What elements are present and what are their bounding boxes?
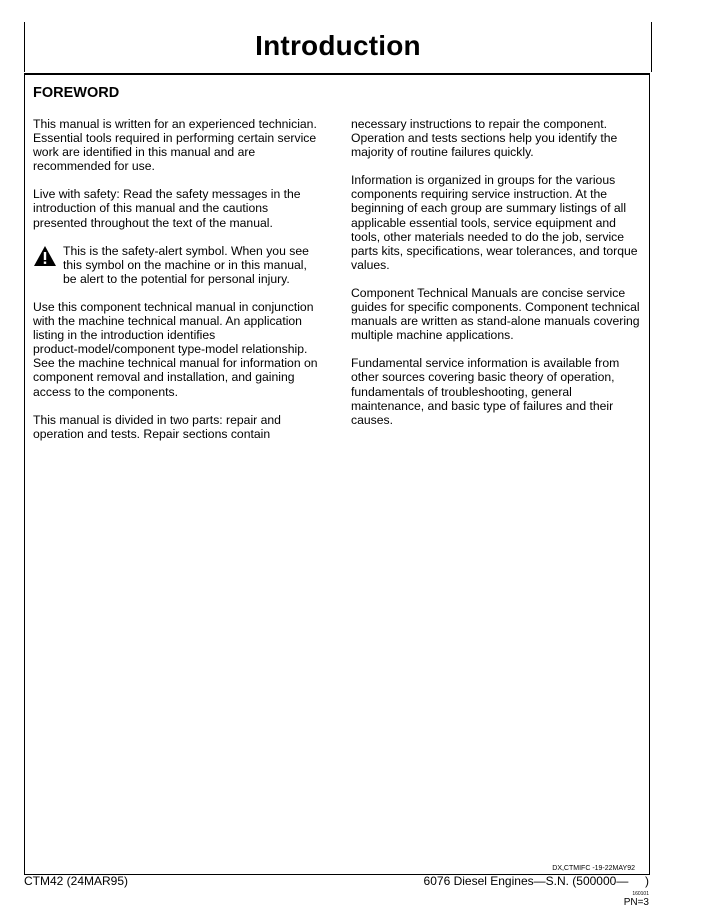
section-heading: FOREWORD xyxy=(33,85,120,101)
paragraph-right-3: Component Technical Manuals are concise service guides for specific components. Component technical manuals are written as stand-alone manuals covering multiple machine applications. xyxy=(351,285,640,343)
right-column xyxy=(351,117,643,441)
safety-alert-icon xyxy=(33,245,57,267)
content-box xyxy=(24,73,650,875)
paragraph-left-2: Live with safety: Read the safety messages in the introduction of this manual and the cautions presented throughout the text of the manual. xyxy=(33,187,301,230)
left-column xyxy=(33,117,333,455)
safety-alert-text: This is the safety-alert symbol. When you see this symbol on the machine or in this manual, be alert to the potential for personal injury. xyxy=(63,243,309,286)
document-code: DX,CTMIFC -19-22MAY92 xyxy=(552,865,635,872)
paragraph-left-4: This manual is divided in two parts: repair and operation and tests. Repair sections contain xyxy=(33,412,281,441)
title-block xyxy=(24,22,652,72)
paragraph-right-2: Information is organized in groups for the various components requiring service instruction. At the beginning of each group are summary listings of all applicable essential tools, service equipment and tools, other materials needed to do the job, service parts kits, specifications, wear tolerances, and torque values. xyxy=(351,173,638,272)
page-title: Introduction xyxy=(255,30,421,61)
footer-engine-serial: 6076 Diesel Engines—S.N. (500000— ) xyxy=(423,874,649,888)
safety-alert xyxy=(33,244,333,286)
paragraph-right-1: necessary instructions to repair the component. Operation and tests sections help you identify the majority of routine failures quickly. xyxy=(351,117,618,160)
footer-manual-id: CTM42 (24MAR95) xyxy=(24,874,129,888)
page-number: PN=3 xyxy=(623,897,649,908)
paragraph-right-4: Fundamental service information is available from other sources covering basic theory of operation, fundamentals of troubleshooting, general maintenance, and basic type of failures and their causes. xyxy=(351,356,620,427)
footer-code: 160101 xyxy=(632,891,649,897)
paragraph-left-3: Use this component technical manual in conjunction with the machine technical manual. An application listing in the introduction identifies product-model/component type-model relationship. See the machine technical manual for information on component removal and installation, and gaining access to the components. xyxy=(33,299,318,399)
paragraph-left-1: This manual is written for an experienced technician. Essential tools required in performing certain service work are identified in this manual and are recommended for use. xyxy=(33,117,317,174)
